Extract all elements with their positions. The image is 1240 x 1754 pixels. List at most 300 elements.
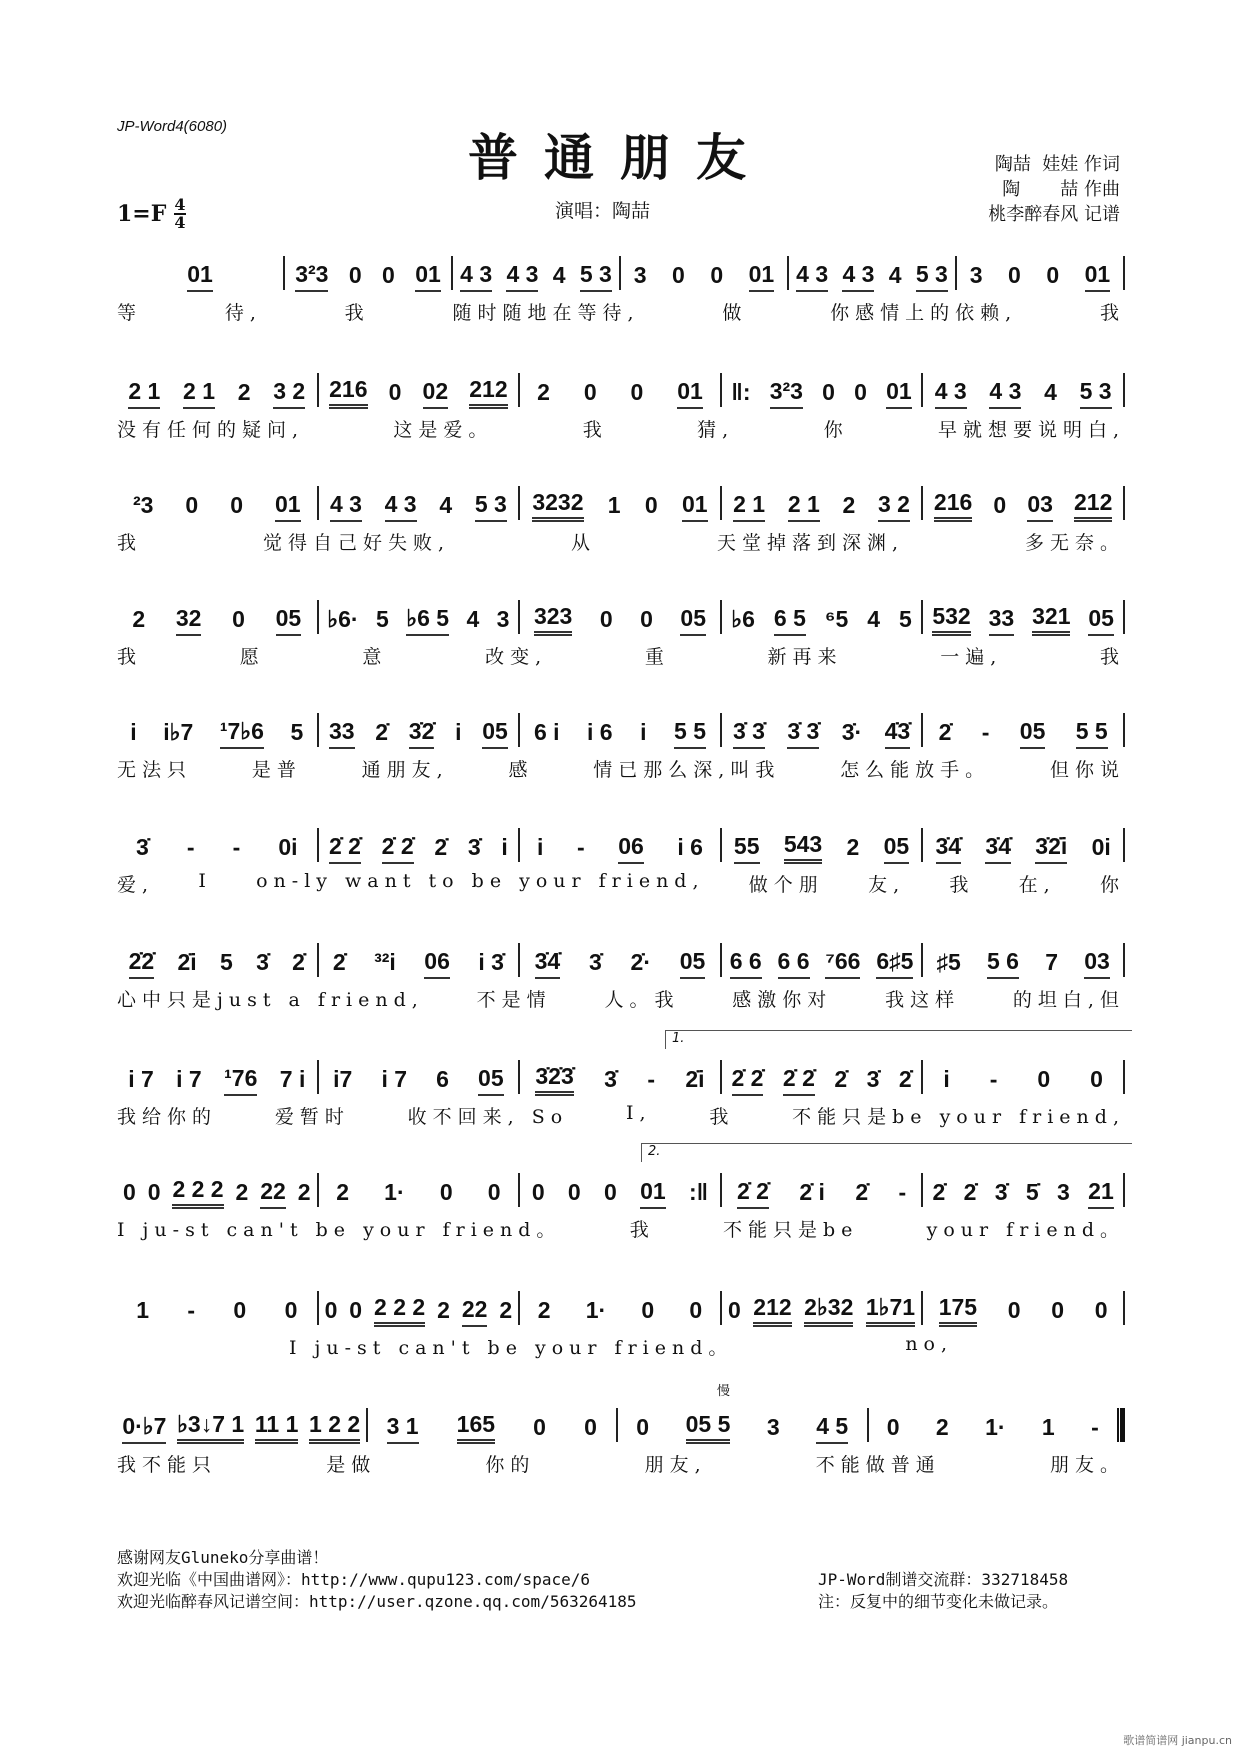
note-group: 216 <box>934 489 972 522</box>
note-group: 2 <box>437 1297 450 1323</box>
note-group: 1 <box>136 1297 149 1323</box>
note-group: 0 <box>1090 1066 1103 1092</box>
lyrics-row <box>117 298 1125 326</box>
note-group: ⁷66 <box>825 948 860 979</box>
note-group: i 7 <box>128 1066 154 1092</box>
note-group: - <box>647 1066 655 1092</box>
note-group: 05 <box>1020 718 1046 749</box>
note-group: 0 <box>584 1414 597 1440</box>
lyric-phrase: 改变, <box>485 646 548 668</box>
measure <box>520 705 720 749</box>
note-group: 01 <box>640 1178 666 1209</box>
note-group: 5 <box>219 949 233 975</box>
lyric-phrase: 我这样 <box>885 989 961 1011</box>
note-group: 165 <box>457 1411 495 1444</box>
note-group: 0 <box>728 1297 741 1323</box>
note-group: 32 <box>176 605 202 636</box>
note-group: 21 <box>1088 1178 1114 1209</box>
note-group: 0 <box>689 1297 703 1323</box>
note-group: 0 <box>230 492 243 518</box>
footer-left <box>117 1547 637 1613</box>
note-group: 175 <box>939 1294 977 1327</box>
note-group: 1 2 2 <box>309 1411 360 1444</box>
lyric-phrase: 做 <box>722 302 748 324</box>
note-group: 0 <box>284 1297 298 1323</box>
barline <box>1123 828 1125 862</box>
footer-right <box>818 1569 1068 1613</box>
measure <box>319 592 519 636</box>
note-group: 3̇ <box>136 834 149 860</box>
note-group: 543 <box>784 831 822 864</box>
score-system <box>117 592 1125 672</box>
note-group: 2 2 2 <box>374 1294 425 1327</box>
lyric-phrase: 是做 <box>326 1454 377 1476</box>
measure <box>923 1165 1123 1209</box>
note-group: i <box>536 834 544 860</box>
lyric-phrase: 你 <box>823 419 849 441</box>
lyric-phrase: 不能只是be <box>722 1219 859 1241</box>
note-group: 0 <box>348 262 362 288</box>
lyric-phrase: 我 <box>1099 302 1125 324</box>
lyric-phrase: I ju-st can't be your friend。 <box>288 1337 734 1359</box>
lyric-phrase: 我不能只 <box>117 1454 218 1476</box>
note-group: 3̇2̇ <box>409 718 435 749</box>
note-group: 5 <box>899 606 912 632</box>
barline <box>1123 943 1125 977</box>
note-group: 0 <box>640 606 653 632</box>
lyric-phrase: 人。我 <box>604 989 680 1011</box>
note-group: 2̇ i <box>799 1179 825 1205</box>
note-group: 0·♭7 <box>122 1413 166 1444</box>
lyric-phrase: 做个朋 <box>748 874 824 896</box>
measure <box>319 1283 519 1327</box>
lyric-phrase: I ju-st can't be your friend。 <box>117 1219 562 1241</box>
note-group: i <box>130 719 137 745</box>
notes-row <box>117 248 1125 292</box>
note-group: 05 <box>680 948 706 979</box>
note-group: 3̇ <box>467 834 481 860</box>
lyric-phrase: on-ly want to be your friend, <box>256 870 705 892</box>
measure <box>520 1052 720 1096</box>
note-group: 0 <box>1008 262 1021 288</box>
note-group: 5 <box>376 606 389 632</box>
barline <box>1123 713 1125 747</box>
note-group: 5̇ <box>1025 1179 1039 1205</box>
measure <box>618 1400 867 1444</box>
note-group: 3̇2̇i <box>1035 833 1067 864</box>
note-group: 5 5 <box>1076 718 1108 749</box>
note-group: 3̇ <box>604 1066 617 1092</box>
note-group: 2̇i <box>685 1066 705 1092</box>
measure <box>117 935 317 979</box>
lyric-phrase: 意 <box>362 646 388 668</box>
note-group: 0 <box>122 1179 136 1205</box>
lyric-phrase: 我 <box>949 874 975 896</box>
lyric-phrase: 无法只 <box>117 759 193 781</box>
note-group: i 3̇ <box>478 949 504 975</box>
note-group: 212 <box>469 376 507 409</box>
note-group: 2̇ <box>963 1179 977 1205</box>
barline <box>1123 1060 1125 1094</box>
note-group: 3 2 <box>273 378 305 409</box>
note-group: 321 <box>1032 603 1070 636</box>
note-group: 2̇ <box>375 719 389 745</box>
lyric-phrase: 多无奈。 <box>1024 532 1125 554</box>
note-group: 2 <box>235 1179 249 1205</box>
note-group: 2 1 <box>183 378 215 409</box>
note-group: 2 1 <box>733 491 765 522</box>
note-group: ¹76 <box>224 1065 257 1096</box>
measure <box>923 705 1123 749</box>
note-group: 6♯5 <box>876 948 913 979</box>
note-group: 7 <box>1045 949 1058 975</box>
measure <box>117 1165 317 1209</box>
lyrics-row <box>117 985 1125 1013</box>
note-group: 0 <box>233 1297 247 1323</box>
lyric-phrase: 情已那么深,叫我 <box>593 759 781 781</box>
note-group: 5 5 <box>674 718 706 749</box>
note-group: 2 <box>537 1297 551 1323</box>
measure <box>923 365 1123 409</box>
note-group: i♭7 <box>163 719 194 745</box>
note-group: 2 <box>842 492 856 518</box>
note-group: 0 <box>1007 1297 1021 1323</box>
note-group: 33 <box>989 605 1015 636</box>
note-group: 0 <box>583 379 597 405</box>
lyrics-row <box>117 642 1125 670</box>
measure <box>520 1283 720 1327</box>
note-group: 4 <box>552 262 566 288</box>
note-group: 4 3 <box>842 261 874 292</box>
measure <box>923 592 1123 636</box>
score-system <box>117 1031 1125 1132</box>
score-system <box>117 1283 1125 1363</box>
lyric-phrase: 我给你的 <box>117 1106 218 1128</box>
note-group: 6 6 <box>730 948 762 979</box>
measure <box>923 935 1123 979</box>
lyric-phrase: 不能只是be your friend, <box>792 1106 1125 1128</box>
note-group: 0 <box>636 1414 650 1440</box>
lyric-phrase: 这是爱。 <box>393 419 494 441</box>
transcriber-credit: 桃李醉春风 记谱 <box>988 204 1120 225</box>
lyric-phrase: 你感情上的依赖, <box>830 302 1018 324</box>
note-group: 0 <box>185 492 199 518</box>
note-group: 2̇ <box>332 949 346 975</box>
note-group: 0 <box>1094 1297 1108 1323</box>
note-group: 2̇ <box>855 1179 869 1205</box>
note-group: 3̇ <box>994 1179 1008 1205</box>
note-group: 212 <box>1074 489 1112 522</box>
note-group: 0 <box>604 1179 617 1205</box>
note-group: 2 <box>336 1179 349 1205</box>
measure <box>722 705 922 749</box>
note-group: 3 <box>633 262 647 288</box>
note-group: i 6 <box>587 719 613 745</box>
note-group: 6 5 <box>774 605 806 636</box>
note-group: 2̇ 2̇ <box>382 833 414 864</box>
note-group: 01 <box>886 378 912 409</box>
note-group: ♭6 5 <box>406 605 449 636</box>
note-group: - <box>576 834 585 860</box>
note-group: 5 6 <box>987 948 1019 979</box>
note-group: 4 3 <box>935 378 967 409</box>
note-group: 3̇ 3̇ <box>733 718 765 749</box>
note-group: 4 <box>466 606 480 632</box>
measure <box>453 248 619 292</box>
composer-credit: 陶 喆 作曲 <box>1002 179 1120 200</box>
note-group: 0 <box>382 262 395 288</box>
lyric-phrase: 愿 <box>239 646 265 668</box>
lyric-phrase: 天堂掉落到深渊, <box>716 532 904 554</box>
notes-row <box>117 592 1125 636</box>
note-group: 6 <box>436 1066 449 1092</box>
lyrics-row <box>117 415 1125 443</box>
note-group: 03 <box>1084 948 1110 979</box>
note-group: 0 <box>1046 262 1060 288</box>
lyric-phrase: 我 <box>344 302 370 324</box>
note-group: 1· <box>384 1179 405 1205</box>
thanks-note: 感谢网友Gluneko分享曲谱！ <box>117 1548 329 1567</box>
note-group: 5 3 <box>1080 378 1112 409</box>
barline <box>1123 256 1125 290</box>
note-group: 05 <box>276 605 302 636</box>
note-group: - <box>232 834 241 860</box>
lyric-phrase: I <box>198 870 212 892</box>
lyric-phrase: 我 <box>117 532 143 554</box>
note-group: - <box>989 1066 998 1092</box>
note-group: 6 6 <box>778 948 810 979</box>
barline <box>1123 373 1125 407</box>
lyric-phrase: I, <box>625 1102 652 1124</box>
lyric-phrase: 我 <box>1099 646 1125 668</box>
note-group: 0 <box>531 1179 545 1205</box>
note-group: 4 3 <box>989 378 1021 409</box>
note-group: 0 <box>1037 1066 1051 1092</box>
note-group: 2̇ 2̇ <box>329 833 361 864</box>
lyric-phrase: 我 <box>582 419 608 441</box>
note-group: 5 3 <box>580 261 612 292</box>
lyric-phrase: 待, <box>224 302 262 324</box>
measure <box>319 820 519 864</box>
measure <box>319 478 519 522</box>
notes-row <box>117 365 1125 409</box>
lyric-phrase: 我 <box>117 646 143 668</box>
note-group: 4 <box>867 606 881 632</box>
note-group: 02 <box>423 378 449 409</box>
volta-bracket: 2. <box>641 1143 1132 1162</box>
measure <box>117 1400 366 1444</box>
note-group: 2 1 <box>128 378 160 409</box>
note-group: - <box>186 834 195 860</box>
note-group: ♭3↓7 1 <box>177 1411 244 1444</box>
note-group: 0i <box>1091 834 1111 860</box>
note-group: 2 <box>237 379 251 405</box>
note-group: 3̇ <box>866 1066 880 1092</box>
note-group: i <box>455 719 462 745</box>
lyrics-row <box>117 1215 1125 1243</box>
note-group: 0 <box>886 1414 900 1440</box>
note-group: 3̇4̇ <box>985 833 1011 864</box>
note-group: 0 <box>388 379 402 405</box>
note-group: :‖ <box>689 1179 709 1205</box>
notes-row <box>117 820 1125 864</box>
note-group: 2̇ 2̇ <box>783 1065 815 1096</box>
note-group: 0 <box>533 1414 546 1440</box>
note-group: i 6 <box>677 834 703 860</box>
note-group: 06 <box>424 948 450 979</box>
lyric-phrase: your friend。 <box>926 1219 1125 1241</box>
note-group: 0 <box>672 262 685 288</box>
note-group: 3̇ <box>256 949 269 975</box>
note-group: 3²3 <box>295 261 328 292</box>
lyric-phrase: 通朋友, <box>361 759 449 781</box>
measure <box>319 365 519 409</box>
note-group: 3̇2̇3̇ <box>535 1063 573 1096</box>
lyricist-credit: 陶喆 娃娃 作词 <box>994 154 1120 175</box>
measure <box>722 1165 922 1209</box>
note-group: 3̇· <box>841 719 863 745</box>
watermark: 歌谱简谱网 jianpu.cn <box>1123 1734 1232 1747</box>
measure <box>722 365 922 409</box>
lyrics-row <box>117 870 1125 898</box>
note-group: 2 <box>935 1414 949 1440</box>
note-group: 7 i <box>279 1066 306 1092</box>
note-group: 3 <box>766 1414 780 1440</box>
lyric-phrase: 友, <box>868 874 906 896</box>
song-title: 普通朋友 <box>468 128 772 187</box>
measure <box>319 705 519 749</box>
score-system <box>117 478 1125 558</box>
note-group: 0 <box>630 379 644 405</box>
note-group: 323 <box>534 603 572 636</box>
note-group: ♯5 <box>936 949 961 975</box>
note-group: 0 <box>599 606 613 632</box>
lyric-phrase: 不是情 <box>476 989 552 1011</box>
note-group: 2̇ <box>434 834 448 860</box>
lyric-phrase: 等 <box>117 302 143 324</box>
credits-block <box>988 152 1120 227</box>
notes-row <box>117 1400 1125 1444</box>
lyric-phrase: 早就想要说明白, <box>937 419 1125 441</box>
note-group: ⁶5 <box>824 606 849 632</box>
lyrics-row <box>117 755 1125 783</box>
note-group: 22 <box>260 1178 286 1209</box>
measure <box>621 248 787 292</box>
note-group: 3̇ <box>588 949 602 975</box>
lyric-phrase: 没有任何的疑问, <box>117 419 305 441</box>
note-group: 3 2 <box>878 491 910 522</box>
measure <box>368 1400 617 1444</box>
lyric-phrase: 新再来 <box>767 646 843 668</box>
lyric-phrase: 收不回来, So <box>407 1106 569 1128</box>
measure <box>923 478 1123 522</box>
lyric-phrase: 你 <box>1099 874 1125 896</box>
notes-row <box>117 705 1125 749</box>
lyric-phrase: 猜, <box>697 419 735 441</box>
lyric-phrase: 我 <box>629 1219 655 1241</box>
barline <box>1123 600 1125 634</box>
note-group: 0 <box>641 1297 655 1323</box>
note-group: - <box>981 719 990 745</box>
measure <box>117 365 317 409</box>
note-group: 2 <box>132 606 146 632</box>
note-group: 5 3 <box>475 491 507 522</box>
note-group: 1· <box>585 1297 607 1323</box>
note-group: i 7 <box>176 1066 202 1092</box>
tempo-mark: 慢 <box>717 1384 731 1399</box>
measure <box>869 1400 1118 1444</box>
note-group: i7 <box>333 1066 353 1092</box>
note-group: 1 <box>607 492 621 518</box>
measure <box>789 248 955 292</box>
time-signature: 4 4 <box>174 195 186 232</box>
measure <box>117 1052 317 1096</box>
note-group: 3 <box>1057 1179 1070 1205</box>
notes-row <box>117 1283 1125 1327</box>
measure <box>520 478 720 522</box>
note-group: 33 <box>329 718 355 749</box>
score-system <box>117 820 1125 900</box>
lyric-phrase: 但你说 <box>1049 759 1125 781</box>
key-signature <box>117 197 186 231</box>
note-group: 3 <box>969 262 983 288</box>
note-group: 0 <box>854 379 867 405</box>
note-group: 01 <box>187 261 213 292</box>
measure <box>319 1052 519 1096</box>
measure <box>117 592 317 636</box>
lyric-phrase: 重 <box>644 646 670 668</box>
note-group: 0 <box>147 1179 161 1205</box>
note-group: 3 <box>496 606 510 632</box>
measure <box>319 1165 519 1209</box>
note-group: 4 3 <box>506 261 538 292</box>
note-group: 1♭71 <box>866 1294 915 1327</box>
note-group: 0 <box>349 1297 363 1323</box>
lyric-phrase: 爱, <box>117 874 155 896</box>
lyric-phrase: 心中只是just a friend, <box>117 989 424 1011</box>
lyrics-row <box>117 528 1125 556</box>
note-group: 1· <box>985 1414 1006 1440</box>
lyric-phrase: 爱暂时 <box>274 1106 350 1128</box>
measure <box>117 478 317 522</box>
measure <box>520 365 720 409</box>
note-group: 3²3 <box>770 378 803 409</box>
note-group: i <box>943 1066 950 1092</box>
note-group: 01 <box>275 491 301 522</box>
note-group: 0 <box>822 379 835 405</box>
measure <box>923 1283 1123 1327</box>
note-group: i <box>640 719 647 745</box>
note-group: - <box>187 1297 196 1323</box>
note-group: 4 3 <box>330 491 362 522</box>
lyric-phrase: 感 <box>508 759 534 781</box>
note-group: 01 <box>749 261 775 292</box>
lyric-phrase: 一遍, <box>940 646 1003 668</box>
note-group: 2 <box>537 379 550 405</box>
note-group: 4 <box>1044 379 1057 405</box>
note-group: 1 <box>1041 1414 1055 1440</box>
measure <box>117 705 317 749</box>
note-group: 01 <box>1085 261 1111 292</box>
barline <box>1123 1291 1125 1325</box>
lyric-phrase: 我 <box>709 1106 735 1128</box>
note-group: 3̇ 3̇ <box>787 718 819 749</box>
measure <box>520 935 720 979</box>
note-group: 0 <box>324 1297 338 1323</box>
note-group: 55 <box>734 833 760 864</box>
note-group: 4 5 <box>816 1413 848 1444</box>
note-group: 0 <box>1051 1297 1065 1323</box>
